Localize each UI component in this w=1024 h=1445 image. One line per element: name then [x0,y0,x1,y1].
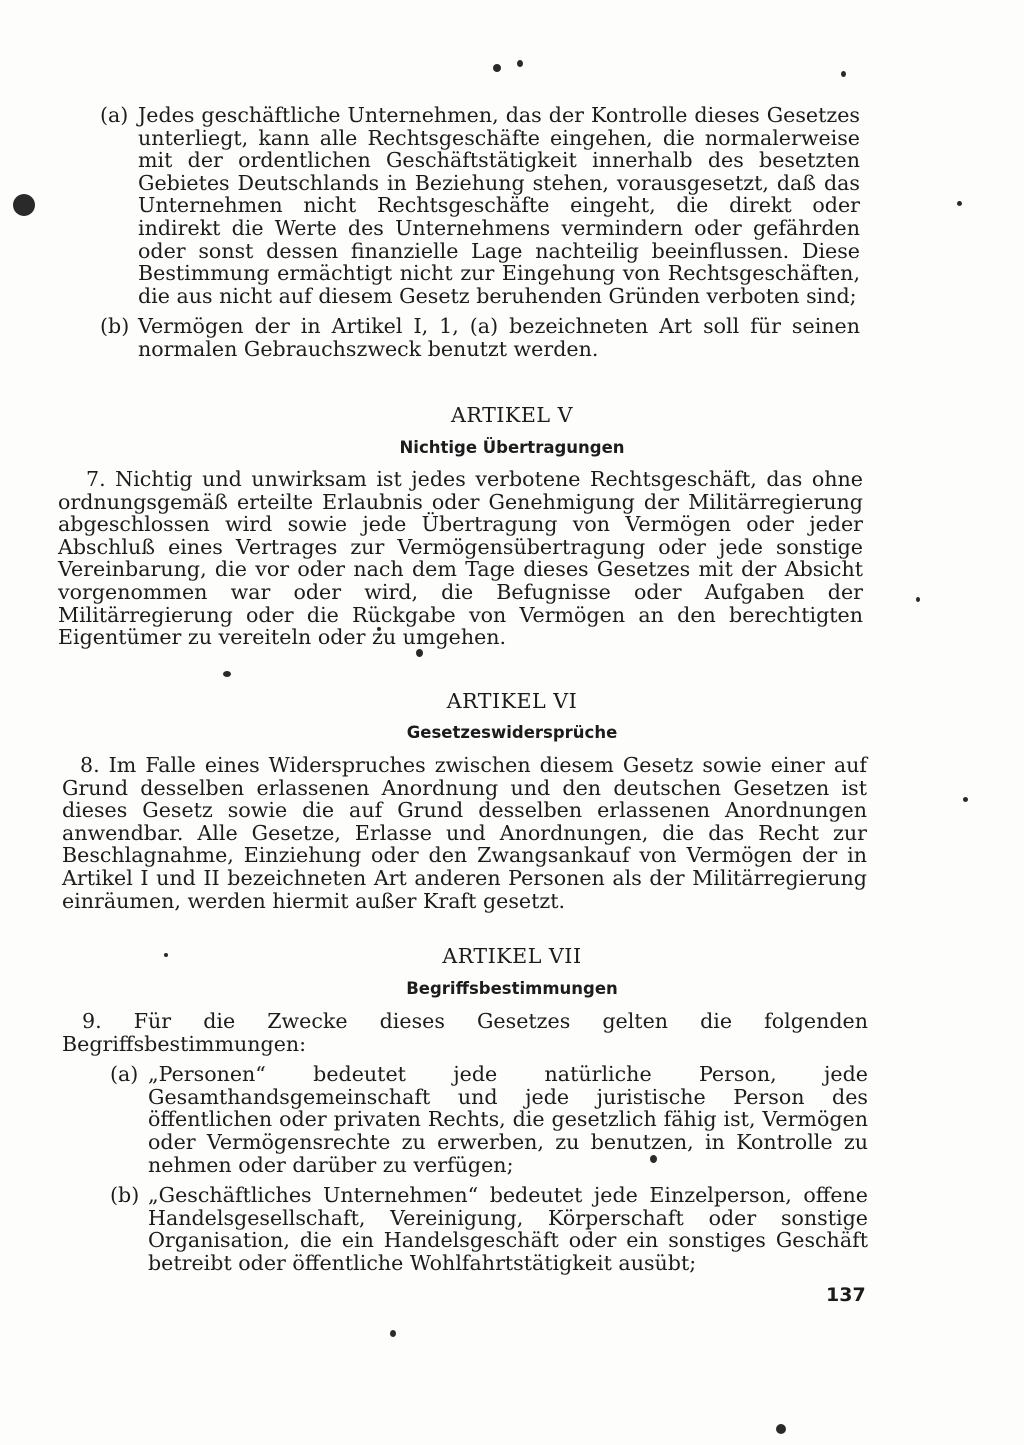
list-item [100,315,860,360]
artikel-v-paragraph [58,468,863,649]
paragraph-text: 8. Im Falle eines Widerspruches zwischen diesem Gesetz sowie einer auf Grund desselben erlassenen Anordnung und den deutschen Gesetzen ist dieses Gesetz sowie die auf Grund desselben erlassenen Anordnungen anwendbar. Alle Gesetze, Erlasse und Anordnungen, die das Recht zur Beschlagnahme, Einziehung oder den Zwangsankauf von Vermögen der in Artikel I und II bezeichneten Art anderen Personen als der Militärregierung einräumen, werden hiermit außer Kraft gesetzt. [62,753,867,913]
paragraph-text: 7. Nichtig und unwirksam ist jedes verbotene Rechtsgeschäft, das ohne ordnungsgemäß erteilte Erlaubnis oder Genehmigung der Militärregierung abgeschlossen wird sowie jede Übertragung von Vermögen oder jeder Abschluß eines Vertrages zur Vermögensübertragung oder jede sonstige Vereinbarung, die vor oder nach dem Tage dieses Gesetzes mit der Absicht vorgenommen war oder wird, die Befugnisse oder Aufgaben der Militärregierung oder die Rückgabe von Vermögen an den berechtigten Eigentümer zu vereiteln oder zu umgehen. [58,467,863,650]
item-text: „Personen“ bedeutet jede natürliche Person, jede Gesamthandsgemeinschaft und jede juristische Person des öffentlichen oder privaten Rechts, die gesetzlich fähig ist, Vermögen oder Vermögensrechte zu erwerben, zu benutzen, in Kontrolle zu nehmen oder darüber zu verfügen; [148,1062,868,1177]
list-item [110,1184,868,1274]
list-item [100,104,860,307]
artikel-vi-heading: ARTIKEL VI [446,689,578,713]
item-label: (b) [110,1183,140,1208]
artikel-v-heading: ARTIKEL V [451,403,573,427]
item-text: Jedes geschäftliche Unternehmen, das der Kontrolle dieses Gesetzes unterliegt, kann alle Rechtsgeschäfte eingehen, die normalerweise mit der ordentlichen Geschäftstätigkeit innerhalb des besetzten Gebietes Deutschlands in Beziehung stehen, vorausgesetzt, daß das Unternehmen nicht Rechtsgeschäfte eingeht, die direkt oder indirekt die Werte des Unternehmens vermindern oder gefährden oder sonst dessen finanzielle Lage nachteilig beeinflussen. Diese Bestimmung ermächtigt nicht zur Eingehung von Rechtsgeschäften, die aus nicht auf diesem Gesetz beruhenden Gründen verboten sind; [138,103,860,308]
paragraph-text: 9. Für die Zwecke dieses Gesetzes gelten die folgenden Begriffsbestimmungen: [62,1009,868,1056]
artikel-iv-items [100,104,860,361]
item-label: (a) [100,103,129,127]
item-label: (b) [100,314,130,339]
artikel-vi-paragraph [62,754,867,912]
scan-speck [493,64,501,72]
page-number: 137 [826,1284,866,1306]
item-text: „Geschäftliches Unternehmen“ bedeutet jede Einzelperson, offene Handelsgesellschaft, Vereinigung, Körperschaft oder sonstige Organisation, die ein Handelsgeschäft oder ein sonstiges Geschäft betreibt oder öffentliche Wohlfahrtstätigkeit ausübt; [148,1183,868,1275]
artikel-vii-body [62,1010,868,1275]
scan-speck [390,1330,396,1337]
scan-speck [916,597,920,602]
artikel-vii-subheading: Begriffsbestimmungen [406,979,618,998]
artikel-v-subheading: Nichtige Übertragungen [399,438,625,457]
list-item [110,1063,868,1176]
scan-speck [416,649,423,657]
item-text: Vermögen der in Artikel I, 1, (a) bezeichneten Art soll für seinen normalen Gebrauchszweck benutzt werden. [138,314,860,361]
item-label: (a) [110,1062,139,1087]
scan-speck [957,201,962,206]
scan-speck [517,60,523,67]
scan-speck [963,797,968,802]
scan-speck [841,71,846,77]
scan-speck [223,671,231,677]
artikel-vii-heading: ARTIKEL VII [442,944,582,968]
scan-speck [776,1424,786,1434]
scan-speck [13,194,35,216]
artikel-vi-subheading: Gesetzeswidersprüche [406,723,618,742]
